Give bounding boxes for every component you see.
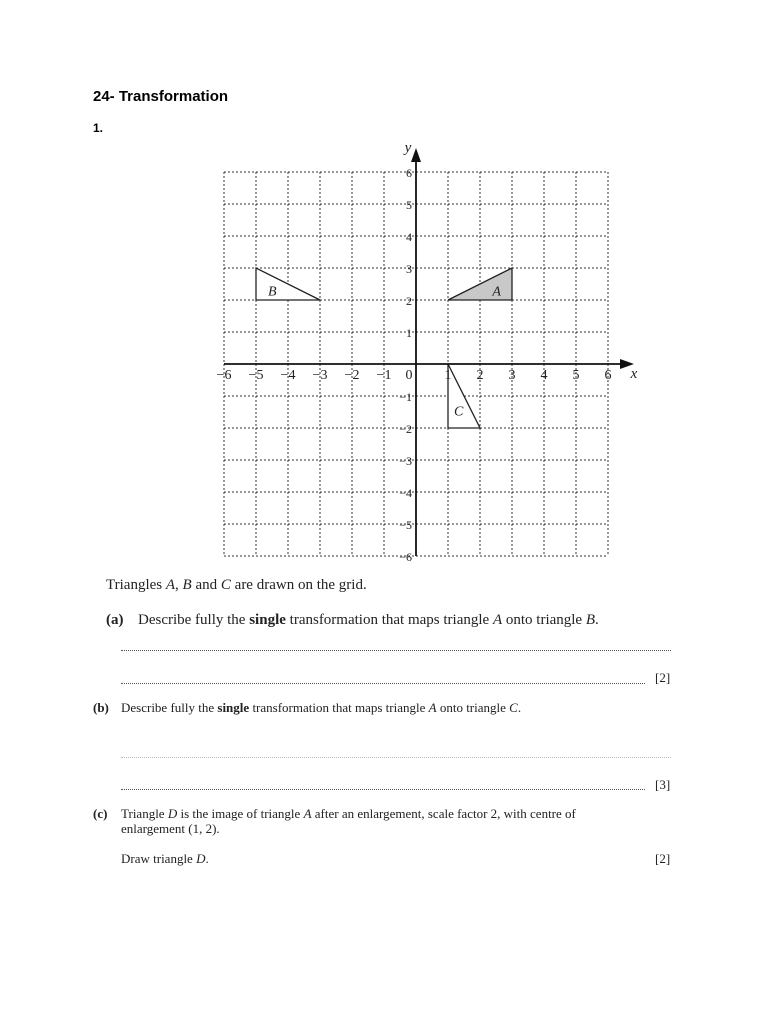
x-tick-label: −3 — [312, 368, 328, 383]
x-axis-label: x — [630, 366, 638, 382]
y-tick-label: −6 — [399, 550, 412, 564]
triangle-c — [448, 364, 480, 428]
part-a-marks: [2] — [655, 670, 671, 685]
y-tick-label: −4 — [399, 486, 412, 500]
triangle-label-b: B — [268, 284, 277, 300]
triangle-label-a: A — [492, 284, 501, 300]
x-tick-label: −1 — [376, 368, 392, 383]
part-c-question: Triangle D is the image of triangle A after an enlargement, scale factor 2, with centre of enlargement (1, 2). — [121, 806, 576, 836]
answer-line-a2[interactable] — [121, 683, 645, 684]
y-tick-label: 1 — [406, 326, 412, 340]
triangle-label-c: C — [453, 404, 464, 420]
y-tick-label: 4 — [406, 230, 412, 244]
y-tick-label: −5 — [399, 518, 412, 532]
x-tick-label: −4 — [280, 368, 296, 383]
part-b-question: Describe fully the single transformation that maps triangle A onto triangle C. — [121, 700, 522, 715]
y-tick-label: −2 — [399, 422, 412, 436]
y-tick-label: −1 — [399, 390, 412, 404]
answer-line-b1[interactable] — [121, 757, 671, 758]
x-tick-label: 6 — [604, 368, 612, 383]
page-heading: 24- Transformation — [93, 88, 229, 105]
x-tick-label: 1 — [444, 368, 452, 383]
part-c-label: (c) — [93, 806, 108, 821]
y-tick-label: 3 — [406, 262, 412, 276]
y-tick-label: 5 — [406, 198, 412, 212]
x-tick-label: −6 — [216, 368, 232, 383]
y-tick-label: −3 — [399, 454, 412, 468]
x-tick-label: −5 — [248, 368, 264, 383]
x-tick-label: 4 — [540, 368, 548, 383]
part-b-label: (b) — [93, 700, 109, 715]
part-a-question: Describe fully the single transformation that maps triangle A onto triangle B. — [138, 612, 599, 628]
part-b-marks: [3] — [655, 777, 671, 792]
y-tick-label: 6 — [406, 166, 412, 180]
part-c-marks: [2] — [655, 851, 671, 866]
answer-line-a1[interactable] — [121, 650, 671, 651]
x-tick-label: 0 — [405, 368, 413, 383]
question-number: 1. — [93, 121, 104, 135]
x-tick-label: −2 — [344, 368, 360, 383]
y-axis-arrow — [411, 148, 421, 162]
x-tick-label: 2 — [476, 368, 484, 383]
y-axis-label: y — [404, 140, 412, 156]
part-a-label: (a) — [106, 612, 124, 628]
x-tick-label: 5 — [572, 368, 580, 383]
part-c-instruction: Draw triangle D. — [121, 851, 209, 866]
intro-text: Triangles A, B and C are drawn on the grid. — [106, 577, 367, 593]
y-tick-label: 2 — [406, 294, 412, 308]
answer-line-b2[interactable] — [121, 789, 645, 790]
x-tick-label: 3 — [508, 368, 516, 383]
